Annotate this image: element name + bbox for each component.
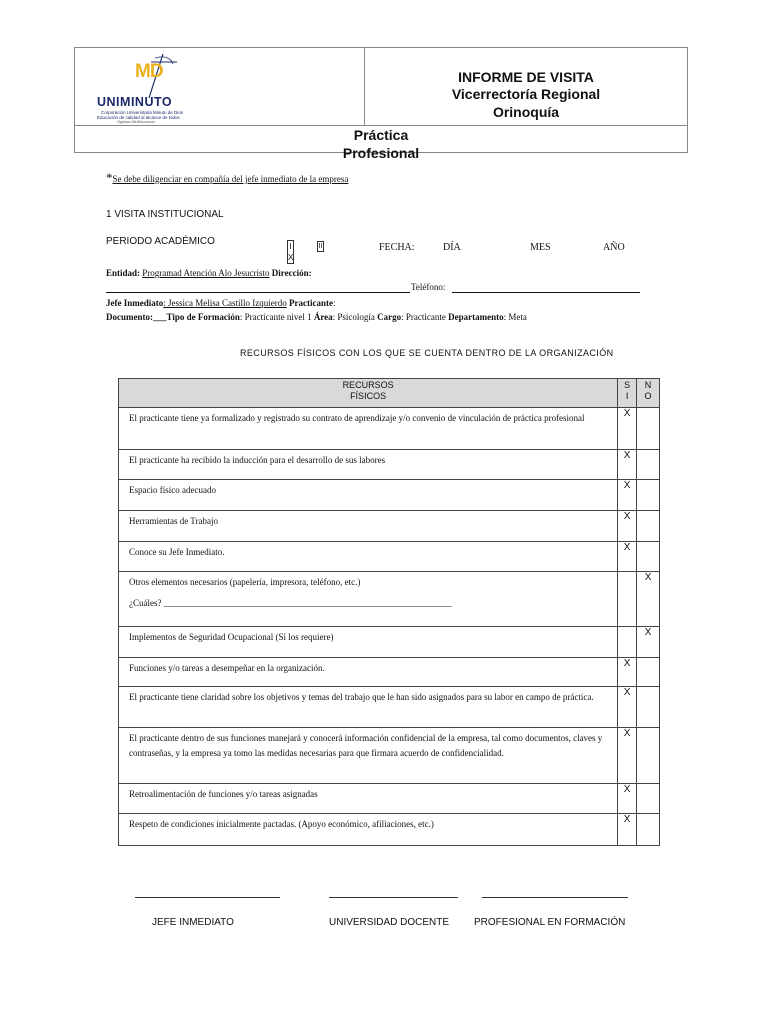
signature-label-jefe: JEFE INMEDIATO [152,917,234,928]
table-row [119,658,660,687]
logo-monogram: MD [135,61,163,82]
document-subtitle-2: Orinoquía [492,104,560,120]
area-label: Área [313,312,333,322]
depto-label: Departamento [448,312,504,322]
row-no-cell[interactable] [637,408,660,450]
row-no-cell[interactable] [637,728,660,784]
row-text: El practicante ha recibido la inducción para el desarrollo de sus labores [119,450,618,480]
row-extra-field[interactable]: ¿Cuáles? ________________________________________________________________ [129,598,452,608]
periodo-label: PERIODO ACADÉMICO [106,236,215,247]
jefe-label: Jefe Inmediato [106,298,164,308]
fecha-label: FECHA: [379,242,415,253]
row-text: Herramientas de Trabajo [119,511,618,542]
row-si-cell[interactable]: X [618,408,637,450]
note-asterisk: * [106,170,113,185]
signature-line-universidad[interactable] [329,896,458,898]
direccion-field[interactable] [106,292,410,293]
recursos-table [118,378,660,846]
direccion-label: Dirección: [271,268,312,278]
row-si-cell[interactable]: X [618,480,637,511]
logo-line3: Vigilada MinEducación [117,120,156,124]
practica-line-2: Profesional [342,145,420,161]
header-recursos [119,379,618,408]
row-text: Otros elementos necesarios (papelería, impresora, teléfono, etc.) [129,577,361,587]
documento-field[interactable]: ___ [153,312,167,322]
instruction-note [106,170,348,186]
area-value: : Psicología [332,312,375,322]
table-row [119,728,660,784]
row-text-cell [119,572,618,627]
document-subtitle-1: Vicerrectoría Regional [451,86,601,102]
document-title: INFORME DE VISITA [458,69,594,85]
telefono-field[interactable] [452,292,640,293]
periodo-option-2-label: II [318,243,323,250]
signature-label-universidad: UNIVERSIDAD DOCENTE [329,917,450,928]
header-no [637,379,660,408]
documento-label: Documento: [106,312,153,322]
entidad-value[interactable]: Programad Atención Alo Jesucristo [142,268,270,278]
visita-label: 1 VISITA INSTITUCIONAL [106,209,224,220]
table-row [119,511,660,542]
row-text: El practicante dentro de sus funciones manejará y conocerá información confidencial de la empresa, tal como documentos, claves y contraseñas, y la empresa ya tomo las medidas necesarias para que firmara acuerdo de confidencialidad. [119,728,618,784]
row-si-cell[interactable]: X [618,511,637,542]
tipo-value: : Practicante nivel 1 [239,312,312,322]
row-no-cell[interactable] [637,784,660,814]
row-text: El practicante tiene ya formalizado y registrado su contrato de aprendizaje y/o convenio de vinculación de práctica profesional [119,408,618,450]
document-header [74,47,688,161]
periodo-option-2[interactable] [317,241,324,252]
table-row [119,542,660,572]
table-row [119,480,660,511]
row-si-cell[interactable]: X [618,687,637,728]
row-no-cell[interactable] [637,450,660,480]
practica-title [75,126,687,162]
row-no-cell[interactable] [637,687,660,728]
logo-cell [75,48,365,126]
logo-line2: Educación de calidad al alcance de todos [97,115,180,120]
row-si-cell[interactable]: X [618,658,637,687]
row-no-cell[interactable] [637,814,660,846]
anio-label: AÑO [603,242,625,253]
header-no-line1: N [644,380,652,390]
dia-label: DÍA [443,242,461,253]
header-no-line2: O [644,391,652,401]
cargo-value: : Practicante [401,312,446,322]
row-si-cell[interactable] [618,627,637,658]
jefe-value[interactable]: : Jessica Melisa Castillo Izquierdo [163,298,287,308]
mes-label: MES [530,242,551,253]
table-row [119,408,660,450]
entidad-row [106,268,312,278]
periodo-option-1-label: I [289,242,292,251]
row-no-cell[interactable] [637,542,660,572]
logo-line1: Corporación Universitaria Minuto de Dios [101,110,184,115]
row-text: Implementos de Seguridad Ocupacional (Si los requiere) [119,627,618,658]
practica-cell [75,126,687,161]
row-text: Retroalimentación de funciones y/o tareas asignadas [119,784,618,814]
title-cell [365,48,687,126]
signature-line-jefe[interactable] [135,896,280,898]
table-row [119,627,660,658]
row-text: Conoce su Jefe Inmediato. [119,542,618,572]
header-si [618,379,637,408]
practica-line-1: Práctica [353,127,409,143]
telefono-label: Teléfono: [411,282,446,292]
row-text: Respeto de condiciones inicialmente pactadas. (Apoyo económico, afiliaciones, etc.) [119,814,618,846]
table-row [119,814,660,846]
depto-value: : Meta [503,312,527,322]
row-si-cell[interactable]: X [618,784,637,814]
row-no-cell[interactable]: X [637,627,660,658]
tipo-label: Tipo de Formación [166,312,240,322]
row-text: Funciones y/o tareas a desempeñar en la organización. [119,658,618,687]
row-no-cell[interactable] [637,658,660,687]
row-si-cell[interactable]: X [618,450,637,480]
documento-row [106,312,527,322]
practicante-label: Practicante [288,298,333,308]
row-si-cell[interactable]: X [618,814,637,846]
row-si-cell[interactable]: X [618,728,637,784]
entidad-label: Entidad: [106,268,141,278]
table-row [119,572,660,627]
table-header-row [119,379,660,408]
logo-brand: UNIMINUTO [97,95,173,109]
row-text: El practicante tiene claridad sobre los objetivos y temas del trabajo que le han sido asignados para su labor en campo de práctica. [119,687,618,728]
row-si-cell[interactable]: X [618,542,637,572]
row-text: Espacio físico adecuado [119,480,618,511]
note-text: Se debe diligenciar en compañía del jefe inmediato de la empresa [112,174,349,184]
table-row [119,687,660,728]
jefe-row: Jefe Inmediato: Jessica Melisa Castillo Izquierdo Practicante: [106,298,336,308]
header-si-line1: S [624,380,631,390]
row-no-cell[interactable]: X [637,572,660,627]
header-recursos-line2: FÍSICOS [350,391,387,401]
header-si-line2: I [625,391,629,401]
periodo-option-1[interactable] [287,240,294,264]
header-recursos-line1: RECURSOS [342,380,394,390]
periodo-option-1-mark: X [288,253,294,262]
section-title: RECURSOS FÍSICOS CON LOS QUE SE CUENTA DENTRO DE LA ORGANIZACIÓN [240,348,614,358]
uniminuto-logo [93,52,213,124]
signature-line-profesional[interactable] [482,896,628,898]
signature-label-profesional: PROFESIONAL EN FORMACIÓN [474,917,626,928]
row-no-cell[interactable] [637,511,660,542]
row-no-cell[interactable] [637,480,660,511]
row-si-cell[interactable] [618,572,637,627]
cargo-label: Cargo [377,312,402,322]
table-row [119,450,660,480]
table-row [119,784,660,814]
